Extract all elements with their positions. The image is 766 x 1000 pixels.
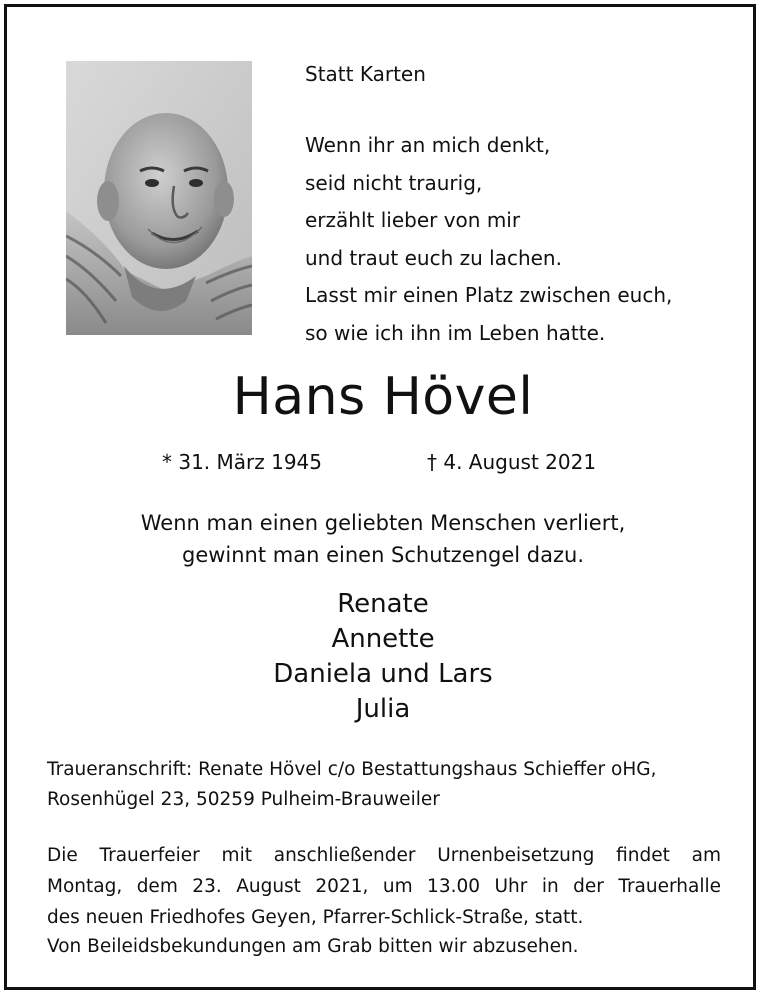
death-date: † 4. August 2021 <box>427 450 597 474</box>
deceased-name: Hans Hövel <box>232 367 534 427</box>
family-names <box>7 587 759 727</box>
family-member: Julia <box>355 694 411 724</box>
funeral-details <box>47 840 721 933</box>
birth-date: * 31. März 1945 <box>162 450 323 474</box>
funeral-line: des neuen Friedhofes Geyen, Pfarrer-Schlick-Straße, statt. <box>47 907 584 928</box>
poem-line: und traut euch zu lachen. <box>305 245 562 270</box>
poem-line: Lasst mir einen Platz zwischen euch, <box>305 283 673 307</box>
funeral-line: Montag, dem 23. August 2021, um 13.00 Uhr in der Trauerhalle <box>47 876 721 897</box>
mourning-address <box>47 755 656 815</box>
poem-line: Wenn ihr an mich denkt, <box>305 133 551 157</box>
address-line: Traueranschrift: Renate Hövel c/o Bestattungshaus Schieffer oHG, <box>47 759 657 780</box>
poem-line: seid nicht traurig, <box>305 170 483 195</box>
quote-line: Wenn man einen geliebten Menschen verliert, <box>140 511 626 535</box>
statt-karten-label: Statt Karten <box>305 62 426 86</box>
funeral-line: Die Trauerfeier mit anschließender Urnenbeisetzung findet am <box>47 845 721 866</box>
poem-line: erzählt lieber von mir <box>305 208 521 232</box>
family-member: Annette <box>331 624 435 654</box>
family-member: Renate <box>337 589 429 619</box>
portrait-photo <box>66 61 252 335</box>
obituary-frame <box>4 4 756 990</box>
quote-line: gewinnt man einen Schutzengel dazu. <box>181 543 584 567</box>
address-line: Rosenhügel 23, 50259 Pulheim-Brauweiler <box>47 789 440 810</box>
condolence-note: Von Beileidsbekundungen am Grab bitten wir abzusehen. <box>47 936 579 957</box>
family-member: Daniela und Lars <box>273 659 493 689</box>
poem-line: so wie ich ihn im Leben hatte. <box>305 320 606 345</box>
memorial-quote <box>7 507 759 571</box>
poem <box>305 127 672 352</box>
